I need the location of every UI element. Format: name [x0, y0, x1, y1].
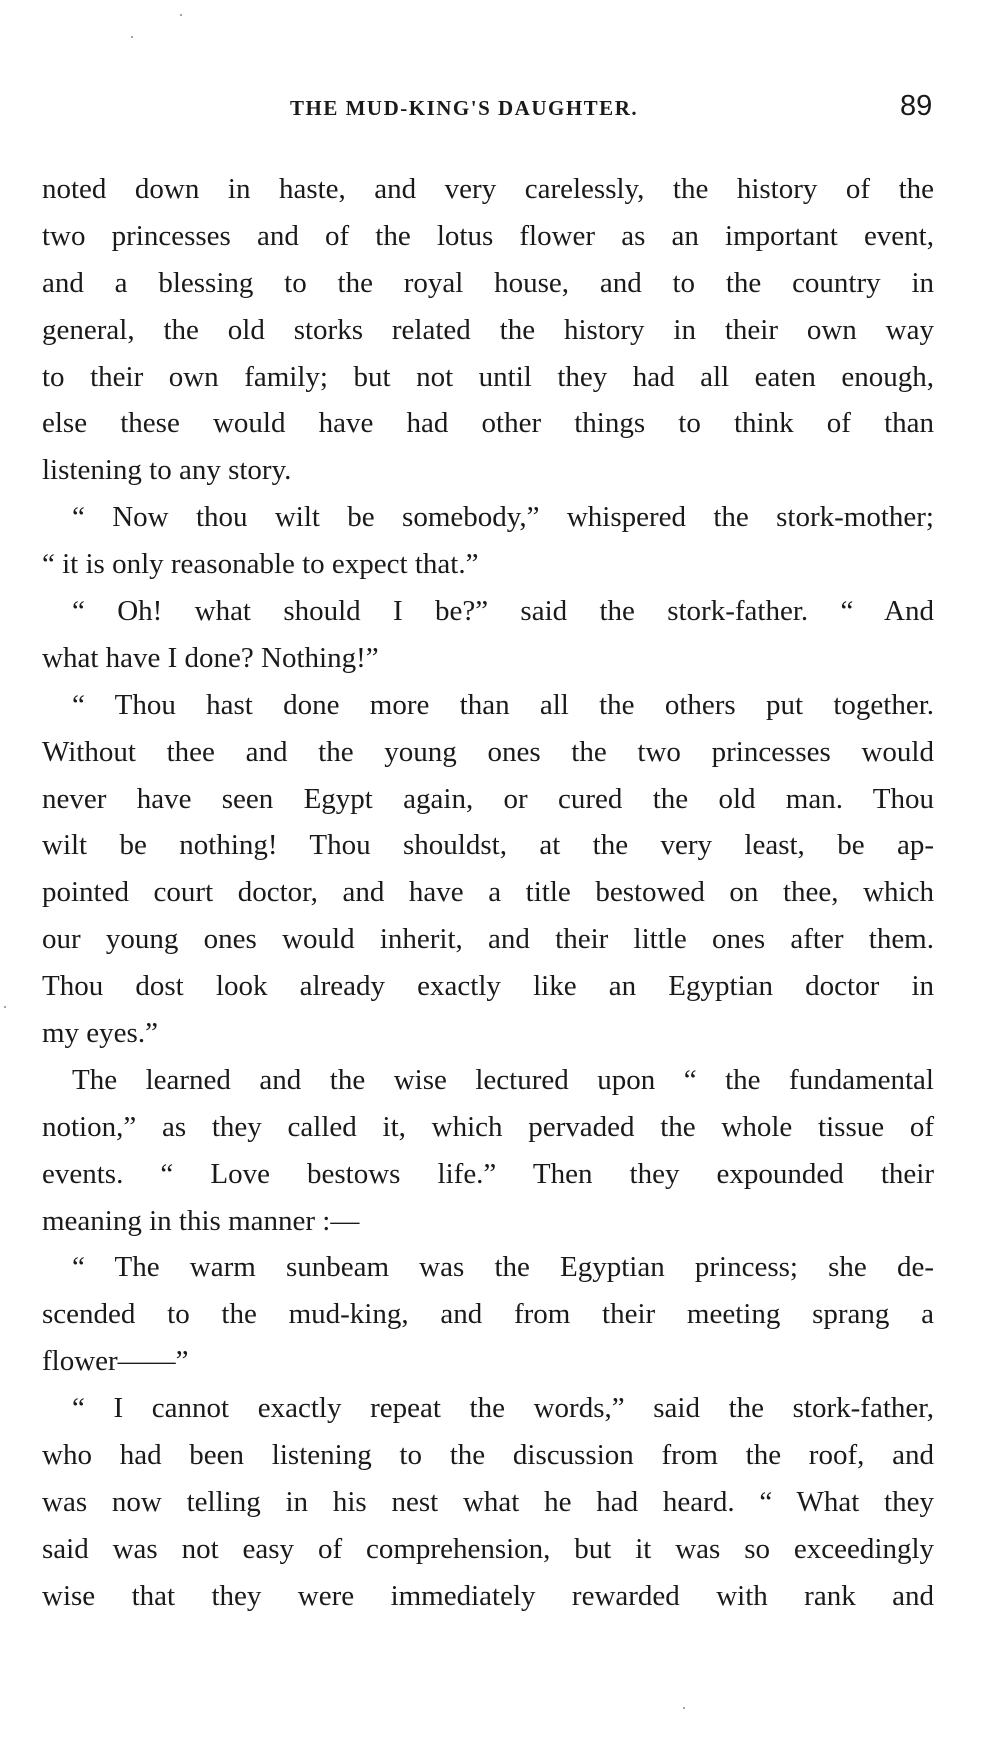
text-line: events. “ Love bestows life.” Then they expounded their — [42, 1157, 934, 1190]
text-line: else these would have had other things to think of than — [42, 407, 934, 440]
paper-speck — [683, 1707, 685, 1709]
paper-speck — [180, 14, 182, 16]
text-line: general, the old storks related the history in their own way — [42, 313, 934, 346]
text-line: to their own family; but not until they had all eaten enough, — [42, 360, 934, 393]
text-line: wise that they were immediately rewarded with rank and — [42, 1579, 934, 1612]
page-number: 89 — [900, 90, 933, 122]
text-line: was now telling in his nest what he had heard. “ What they — [42, 1485, 934, 1518]
text-line: “ it is only reasonable to expect that.” — [42, 548, 479, 581]
text-line: Thou dost look already exactly like an Egyptian doctor in — [42, 970, 934, 1003]
body-text — [42, 166, 934, 1620]
text-line: noted down in haste, and very carelessly, the history of the — [42, 173, 934, 205]
text-line: flower——” — [42, 1345, 189, 1378]
text-line: two princesses and of the lotus flower as an important event, — [42, 219, 934, 252]
text-line: my eyes.” — [42, 1017, 158, 1050]
paper-speck — [131, 36, 133, 38]
text-line: wilt be nothing! Thou shouldst, at the very least, be ap- — [42, 829, 934, 862]
text-line: “ I cannot exactly repeat the words,” said the stork-father, — [72, 1392, 934, 1425]
text-line: “ Thou hast done more than all the others put together. — [72, 688, 934, 721]
running-head-title: THE MUD-KING'S DAUGHTER. — [290, 96, 639, 120]
text-line: The learned and the wise lectured upon “ the fundamental — [72, 1063, 934, 1096]
text-line: said was not easy of comprehension, but it was so exceedingly — [42, 1532, 934, 1565]
text-line: pointed court doctor, and have a title bestowed on thee, which — [42, 876, 934, 909]
text-line: notion,” as they called it, which pervaded the whole tissue of — [42, 1110, 934, 1143]
text-line: “ Oh! what should I be?” said the stork-father. “ And — [72, 595, 934, 628]
text-line: our young ones would inherit, and their little ones after them. — [42, 923, 934, 956]
text-line: what have I done? Nothing!” — [42, 641, 379, 674]
text-line: “ Now thou wilt be somebody,” whispered the stork-mother; — [72, 501, 934, 534]
paper-speck — [4, 1006, 6, 1008]
text-line: who had been listening to the discussion from the roof, and — [42, 1439, 934, 1472]
text-line: “ The warm sunbeam was the Egyptian princess; she de- — [72, 1251, 934, 1284]
text-line: never have seen Egypt again, or cured the old man. Thou — [42, 782, 934, 815]
text-line: scended to the mud-king, and from their meeting sprang a — [42, 1298, 934, 1331]
text-line: meaning in this manner :— — [42, 1204, 360, 1237]
text-line: listening to any story. — [42, 454, 292, 487]
text-line: Without thee and the young ones the two princesses would — [42, 735, 934, 768]
text-line: and a blessing to the royal house, and to the country in — [42, 266, 934, 299]
